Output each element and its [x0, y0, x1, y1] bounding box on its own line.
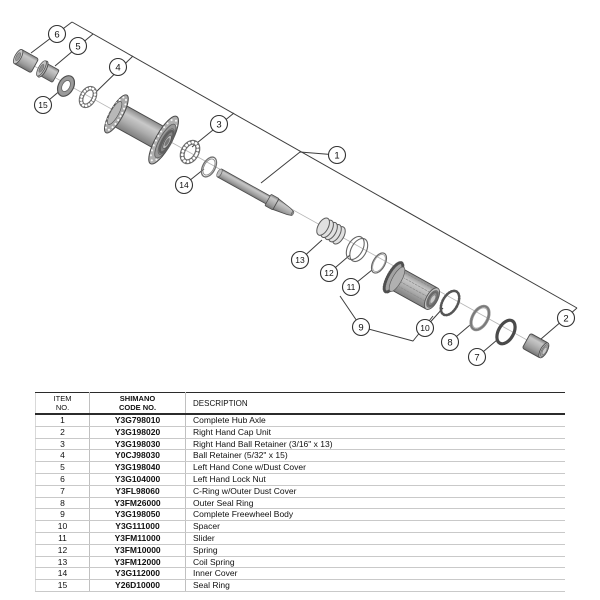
part-spring	[343, 233, 372, 264]
item-no-cell: 8	[36, 497, 90, 509]
table-row	[36, 485, 566, 497]
part-left-hand-cone	[34, 59, 60, 84]
svg-text:5: 5	[75, 41, 81, 53]
description-cell: Coil Spring	[186, 556, 566, 568]
callout-9	[353, 319, 370, 336]
item-no-cell: 13	[36, 556, 90, 568]
code-cell: Y26D10000	[90, 580, 186, 592]
table-row	[36, 568, 566, 580]
table-row	[36, 497, 566, 509]
svg-text:12: 12	[324, 268, 334, 278]
code-cell: Y3G198040	[90, 462, 186, 474]
table-row	[36, 556, 566, 568]
item-no-cell: 11	[36, 532, 90, 544]
code-cell: Y3FM26000	[90, 497, 186, 509]
leader-1	[261, 150, 340, 183]
description-cell: Right Hand Ball Retainer (3/16" x 13)	[186, 438, 566, 450]
svg-text:4: 4	[115, 62, 121, 74]
code-cell: Y0CJ98030	[90, 450, 186, 462]
parts-table-header	[36, 393, 566, 415]
item-no-cell: 1	[36, 414, 90, 426]
svg-text:14: 14	[179, 180, 189, 190]
table-row	[36, 521, 566, 533]
description-cell: Complete Freewheel Body	[186, 509, 566, 521]
svg-text:3: 3	[216, 119, 222, 131]
part-seal-ring	[54, 73, 78, 100]
description-cell: C-Ring w/Outer Dust Cover	[186, 485, 566, 497]
description-cell: Left Hand Cone w/Dust Cover	[186, 462, 566, 474]
svg-text:15: 15	[38, 100, 48, 110]
code-cell: Y3FL98060	[90, 485, 186, 497]
header-description: DESCRIPTION	[186, 393, 566, 415]
part-outer-seal-ring	[466, 301, 495, 334]
description-cell: Seal Ring	[186, 580, 566, 592]
header-item-no	[36, 393, 90, 415]
part-slider	[368, 250, 389, 275]
callout-15	[35, 97, 52, 114]
table-row	[36, 438, 566, 450]
code-cell: Y3G111000	[90, 521, 186, 533]
code-cell: Y3FM10000	[90, 544, 186, 556]
header-item-line1: ITEM	[53, 394, 72, 403]
table-row	[36, 426, 566, 438]
parts-table-body	[36, 414, 566, 591]
table-row	[36, 544, 566, 556]
code-cell: Y3G198020	[90, 426, 186, 438]
table-row	[36, 580, 566, 592]
parts	[11, 48, 551, 359]
parts-table	[35, 392, 565, 592]
item-no-cell: 2	[36, 426, 90, 438]
part-right-hand-cap	[522, 333, 551, 359]
callouts	[35, 26, 575, 366]
callout-6	[49, 26, 66, 43]
description-cell: Spring	[186, 544, 566, 556]
code-cell: Y3FM12000	[90, 556, 186, 568]
code-cell: Y3G198030	[90, 438, 186, 450]
callout-4	[110, 59, 127, 76]
table-row	[36, 473, 566, 485]
callout-8	[442, 334, 459, 351]
callout-3	[211, 116, 228, 133]
table-row	[36, 509, 566, 521]
table-row	[36, 532, 566, 544]
item-no-cell: 3	[36, 438, 90, 450]
part-freewheel-body	[381, 260, 445, 316]
part-coil-spring	[314, 216, 348, 246]
code-cell: Y3FM11000	[90, 532, 186, 544]
item-no-cell: 4	[36, 450, 90, 462]
item-no-cell: 5	[36, 462, 90, 474]
callout-5	[70, 38, 87, 55]
svg-text:8: 8	[447, 337, 453, 349]
svg-text:7: 7	[474, 352, 480, 364]
part-ball-retainer-small	[78, 86, 98, 108]
description-cell: Complete Hub Axle	[186, 414, 566, 426]
item-no-cell: 7	[36, 485, 90, 497]
callout-7	[469, 349, 486, 366]
item-no-cell: 15	[36, 580, 90, 592]
callout-2	[558, 310, 575, 327]
item-no-cell: 9	[36, 509, 90, 521]
spine-line	[72, 22, 577, 308]
part-right-hand-ball-retainer	[179, 140, 201, 165]
description-cell: Inner Cover	[186, 568, 566, 580]
table-row	[36, 450, 566, 462]
code-cell: Y3G198050	[90, 509, 186, 521]
table-row	[36, 414, 566, 426]
callout-10	[417, 320, 434, 337]
description-cell: Outer Seal Ring	[186, 497, 566, 509]
code-cell: Y3G112000	[90, 568, 186, 580]
description-cell: Spacer	[186, 521, 566, 533]
description-cell: Right Hand Cap Unit	[186, 426, 566, 438]
svg-text:11: 11	[346, 282, 356, 292]
item-no-cell: 6	[36, 473, 90, 485]
svg-text:10: 10	[420, 323, 430, 333]
header-code-line1: SHIMANO	[119, 394, 156, 403]
header-code-line2: CODE NO.	[118, 403, 157, 412]
svg-text:2: 2	[563, 313, 569, 325]
svg-text:9: 9	[358, 322, 364, 334]
table-row	[36, 462, 566, 474]
item-no-cell: 14	[36, 568, 90, 580]
part-hub-shell	[98, 87, 184, 167]
callout-14	[176, 177, 193, 194]
callout-11	[343, 279, 360, 296]
description-cell: Left Hand Lock Nut	[186, 473, 566, 485]
header-item-line2: NO.	[55, 403, 70, 412]
item-no-cell: 10	[36, 521, 90, 533]
description-cell: Slider	[186, 532, 566, 544]
svg-text:13: 13	[295, 255, 305, 265]
callout-1	[329, 147, 346, 164]
svg-text:1: 1	[334, 150, 340, 162]
svg-text:6: 6	[54, 29, 60, 41]
part-hub-axle	[215, 166, 297, 219]
description-cell: Ball Retainer (5/32" x 15)	[186, 450, 566, 462]
callout-12	[321, 265, 338, 282]
header-shimano-code	[90, 393, 186, 415]
callout-13	[292, 252, 309, 269]
code-cell: Y3G104000	[90, 473, 186, 485]
part-c-ring	[493, 317, 519, 347]
code-cell: Y3G798010	[90, 414, 186, 426]
item-no-cell: 12	[36, 544, 90, 556]
part-left-hand-lock-nut	[11, 48, 38, 73]
